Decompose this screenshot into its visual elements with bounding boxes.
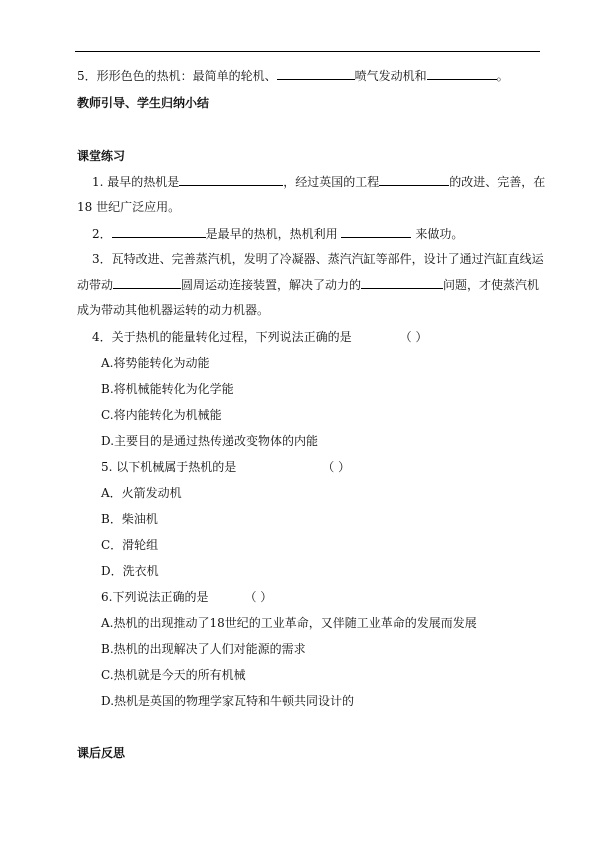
practice-question-1: 1. 最早的热机是 ，经过英国的工程 的改进、完善，在 [92, 175, 546, 189]
option-q5-d[interactable]: D．洗衣机 [101, 564, 159, 578]
practice-question-3: 3．瓦特改进、完善蒸汽机，发明了冷凝器、蒸汽汽缸等部件，设计了通过汽缸直线运 [92, 252, 544, 266]
guide-heading: 教师引导、学生归纳小结 [77, 96, 210, 110]
option-q6-d[interactable]: D.热机是英国的物理学家瓦特和牛顿共同设计的 [101, 694, 355, 708]
reflection-heading: 课后反思 [77, 746, 126, 760]
option-q4-b[interactable]: B.将机械能转化为化学能 [101, 382, 234, 396]
option-q6-a[interactable]: A.热机的出现推动了18世纪的工业革命，又伴随工业革命的发展而发展 [101, 616, 477, 630]
practice-question-1-cont: 18 世纪广泛应用。 [77, 200, 181, 214]
option-q6-c[interactable]: C.热机就是今天的所有机械 [101, 668, 246, 682]
answer-blank[interactable] [361, 276, 443, 289]
header-rule [75, 51, 540, 52]
practice-heading: 课堂练习 [77, 149, 126, 163]
option-q6-b[interactable]: B.热机的出现解决了人们对能源的需求 [101, 642, 306, 656]
answer-blank[interactable] [112, 225, 206, 238]
practice-question-6: 6.下列说法正确的是 （ ） [101, 590, 273, 604]
answer-blank[interactable] [113, 276, 181, 289]
option-q4-c[interactable]: C.将内能转化为机械能 [101, 408, 222, 422]
answer-blank[interactable] [179, 173, 283, 186]
intro-question-5: 5．形形色色的热机：最简单的轮机、 喷气发动机和 。 [77, 69, 509, 83]
option-q4-a[interactable]: A.将势能转化为动能 [101, 356, 210, 370]
option-q5-c[interactable]: C．滑轮组 [101, 538, 159, 552]
practice-question-5: 5. 以下机械属于热机的是 （ ） [101, 460, 351, 474]
answer-blank[interactable] [341, 225, 411, 238]
practice-question-4: 4．关于热机的能量转化过程，下列说法正确的是 （ ） [92, 330, 428, 344]
answer-blank[interactable] [427, 67, 497, 80]
answer-blank[interactable] [379, 173, 449, 186]
practice-question-2: 2． 是最早的热机，热机利用 来做功。 [92, 227, 464, 241]
answer-blank[interactable] [277, 67, 355, 80]
option-q4-d[interactable]: D.主要目的是通过热传递改变物体的内能 [101, 434, 319, 448]
option-q5-b[interactable]: B．柴油机 [101, 512, 158, 526]
practice-question-3-end: 成为带动其他机器运转的动力机器。 [77, 303, 270, 317]
option-q5-a[interactable]: A．火箭发动机 [101, 486, 182, 500]
practice-question-3-cont: 动带动 圆周运动连接装置，解决了动力的 问题，才使蒸汽机 [77, 278, 540, 292]
